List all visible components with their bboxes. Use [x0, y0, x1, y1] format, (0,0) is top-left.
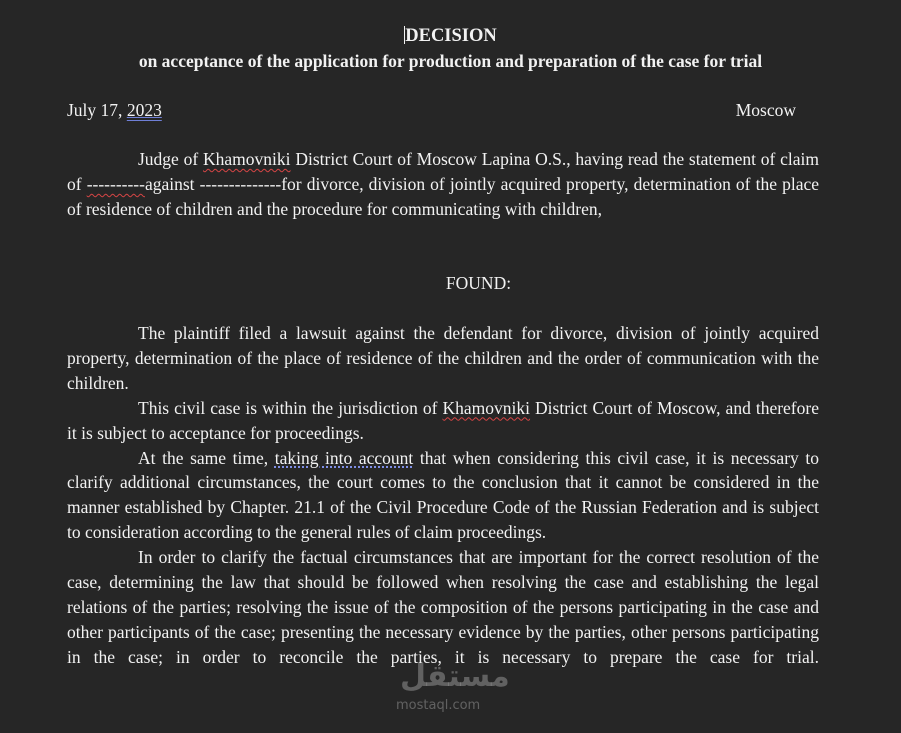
grammar-suggestion[interactable]: taking into account: [274, 447, 414, 468]
date-month-day: July 17,: [67, 100, 127, 120]
finding-paragraph-2: [67, 396, 819, 446]
claimant-placeholder: ----------: [86, 173, 145, 194]
finding-paragraph-4: In order to clarify the factual circumstances that are important for the correct resolution of the case, determining the law that should be followed when resolving the case and establishing the legal relations of the parties; resolving the issue of the composition of the persons participating in the case and other participants of the case; presenting the necessary evidence by the parties, other persons participating in the case; in order to reconcile the parties, it is necessary to prepare the case for trial.: [67, 547, 819, 667]
found-heading: FOUND:: [445, 273, 512, 293]
intro-text-3: against --------------for divorce, division of jointly acquired property, determination of the place of residence of children and the procedure for communicating with children,: [67, 173, 819, 219]
date-year: 2023: [126, 100, 162, 120]
document-title-row: [0, 24, 901, 48]
findings-block: [67, 321, 819, 670]
document-city: Moscow: [735, 100, 796, 120]
intro-paragraph: [67, 147, 819, 222]
finding-paragraph-1: The plaintiff filed a lawsuit against the defendant for divorce, division of jointly acquired property, determination of the place of residence of the children and the order of communication with the children.: [67, 323, 819, 393]
date-line: [67, 98, 796, 122]
finding-3-text-a: At the same time,: [138, 447, 275, 468]
court-name: Khamovniki: [442, 397, 531, 418]
finding-paragraph-3: [67, 446, 819, 546]
watermark-arabic: مستقل: [400, 659, 510, 694]
finding-3-text-b: that when considering this civil case, it is necessary to clarify additional circumstances, the court comes to the conclusion that it cannot be considered in the manner established by Chapter. 21.1 of the Civil Procedure Code of the Russian Federation and is subject to consideration according to the general rules of claim proceedings.: [67, 447, 819, 543]
intro-text-1: Judge of: [138, 149, 204, 169]
intro-block: [67, 147, 819, 222]
finding-2-text-b: District Court of Moscow, and therefore it is subject to acceptance for proceedings.: [67, 397, 819, 443]
document-subtitle: on acceptance of the application for production and preparation of the case for trial: [138, 51, 763, 71]
intro-text-2: District Court of Moscow Lapina O.S., having read the statement of claim of: [67, 149, 820, 194]
document-title: DECISION: [405, 26, 497, 46]
document-date: [67, 98, 162, 122]
court-name: Khamovniki: [203, 149, 291, 169]
finding-2-text-a: This civil case is within the jurisdiction of: [138, 397, 443, 418]
watermark-domain: mostaql.com: [396, 698, 481, 713]
